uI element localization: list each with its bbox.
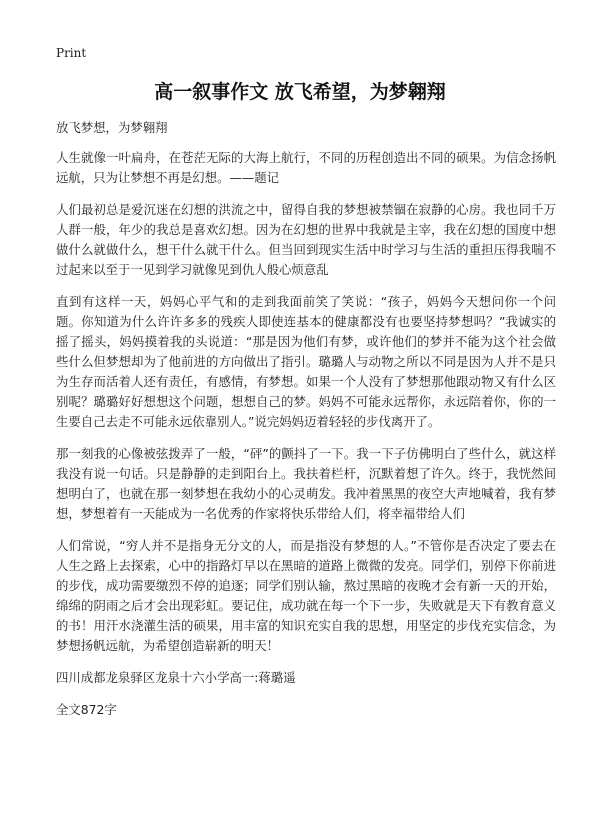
article-subtitle: 放飞梦想，为梦翱翔	[56, 120, 168, 135]
article-body	[56, 118, 556, 732]
word-count: 全文872字	[56, 702, 117, 717]
article-title: 高一叙事作文 放飞希望，为梦翱翔	[154, 81, 446, 103]
author-line: 四川成都龙泉驿区龙泉十六小学高一:蒋璐遥	[56, 670, 296, 685]
paragraph-realization: 那一刻我的心像被弦拨弄了一般，“砰”的颤抖了一下。我一下子仿佛明白了些什么，就这样我没有说一句话。只是静静的走到阳台上。我扶着栏杆，沉默着想了许久。终于，我恍然间想明白了，也就在那一刻梦想在我幼小的心灵萌发。我冲着黑黑的夜空大声地喊着，我有梦想，梦想着有一天能成为一名优秀的作家将快乐带给人们，将幸福带给人们	[56, 446, 556, 521]
paragraph-mother-talk: 直到有这样一天，妈妈心平气和的走到我面前笑了笑说：“孩子，妈妈今天想问你一个问题。你知道为什么许许多多的残疾人即使连基本的健康都没有也要坚持梦想吗？”我诚实的摇了摇头，妈妈摸着我的头说道：“那是因为他们有梦，或许他们的梦并不能为这个社会做些什么但梦想却为了他前进的方向做出了指引。璐璐人与动物之所以不同是因为人并不是只为生存而活着人还有责任，有感情，有梦想。如果一个人没有了梦想那他跟动物又有什么区别呢？璐璐好好想想这个问题，想想自己的梦。妈妈不可能永远帮你，永远陪着你，你的一生要自己去走不可能永远依靠别人。”说完妈妈迈着轻轻的步伐离开了。	[56, 294, 556, 429]
paragraph-fantasy: 人们最初总是爱沉迷在幻想的洪流之中，留得自我的梦想被禁锢在寂静的心房。我也同千万人群一般，年少的我总是喜欢幻想。因为在幻想的世界中我就是主宰，我在幻想的国度中想做什么就做什么，想干什么就干什么。但当回到现实生活中时学习与生活的重担压得我喘不过起来以至于一见到学习就像见到仇人般心烦意乱	[56, 202, 556, 277]
print-link[interactable]: Print	[56, 46, 87, 60]
paragraph-conclusion: 人们常说，“穷人并不是指身无分文的人，而是指没有梦想的人。”不管你是否决定了要去在人生之路上去探索，心中的指路灯早以在黑暗的道路上微微的发亮。同学们，别停下你前进的步伐，成功需要缴烈不停的追逐；同学们别认输，熬过黑暗的夜晚才会有新一天的开始，绵绵的阴雨之后才会出现彩虹。要记住，成功就在每一个下一步，失败就是天下有教育意义的书！用汗水浇灌生活的硕果，用丰富的知识充实自我的思想，用坚定的步伐充实信念，为梦想扬帆远航，为希望创造崭新的明天！	[56, 538, 556, 653]
paragraph-epigraph: 人生就像一叶扁舟，在苍茫无际的大海上航行，不同的历程创造出不同的硕果。为信念扬帆远航，只为让梦想不再是幻想。——题记	[56, 150, 556, 185]
